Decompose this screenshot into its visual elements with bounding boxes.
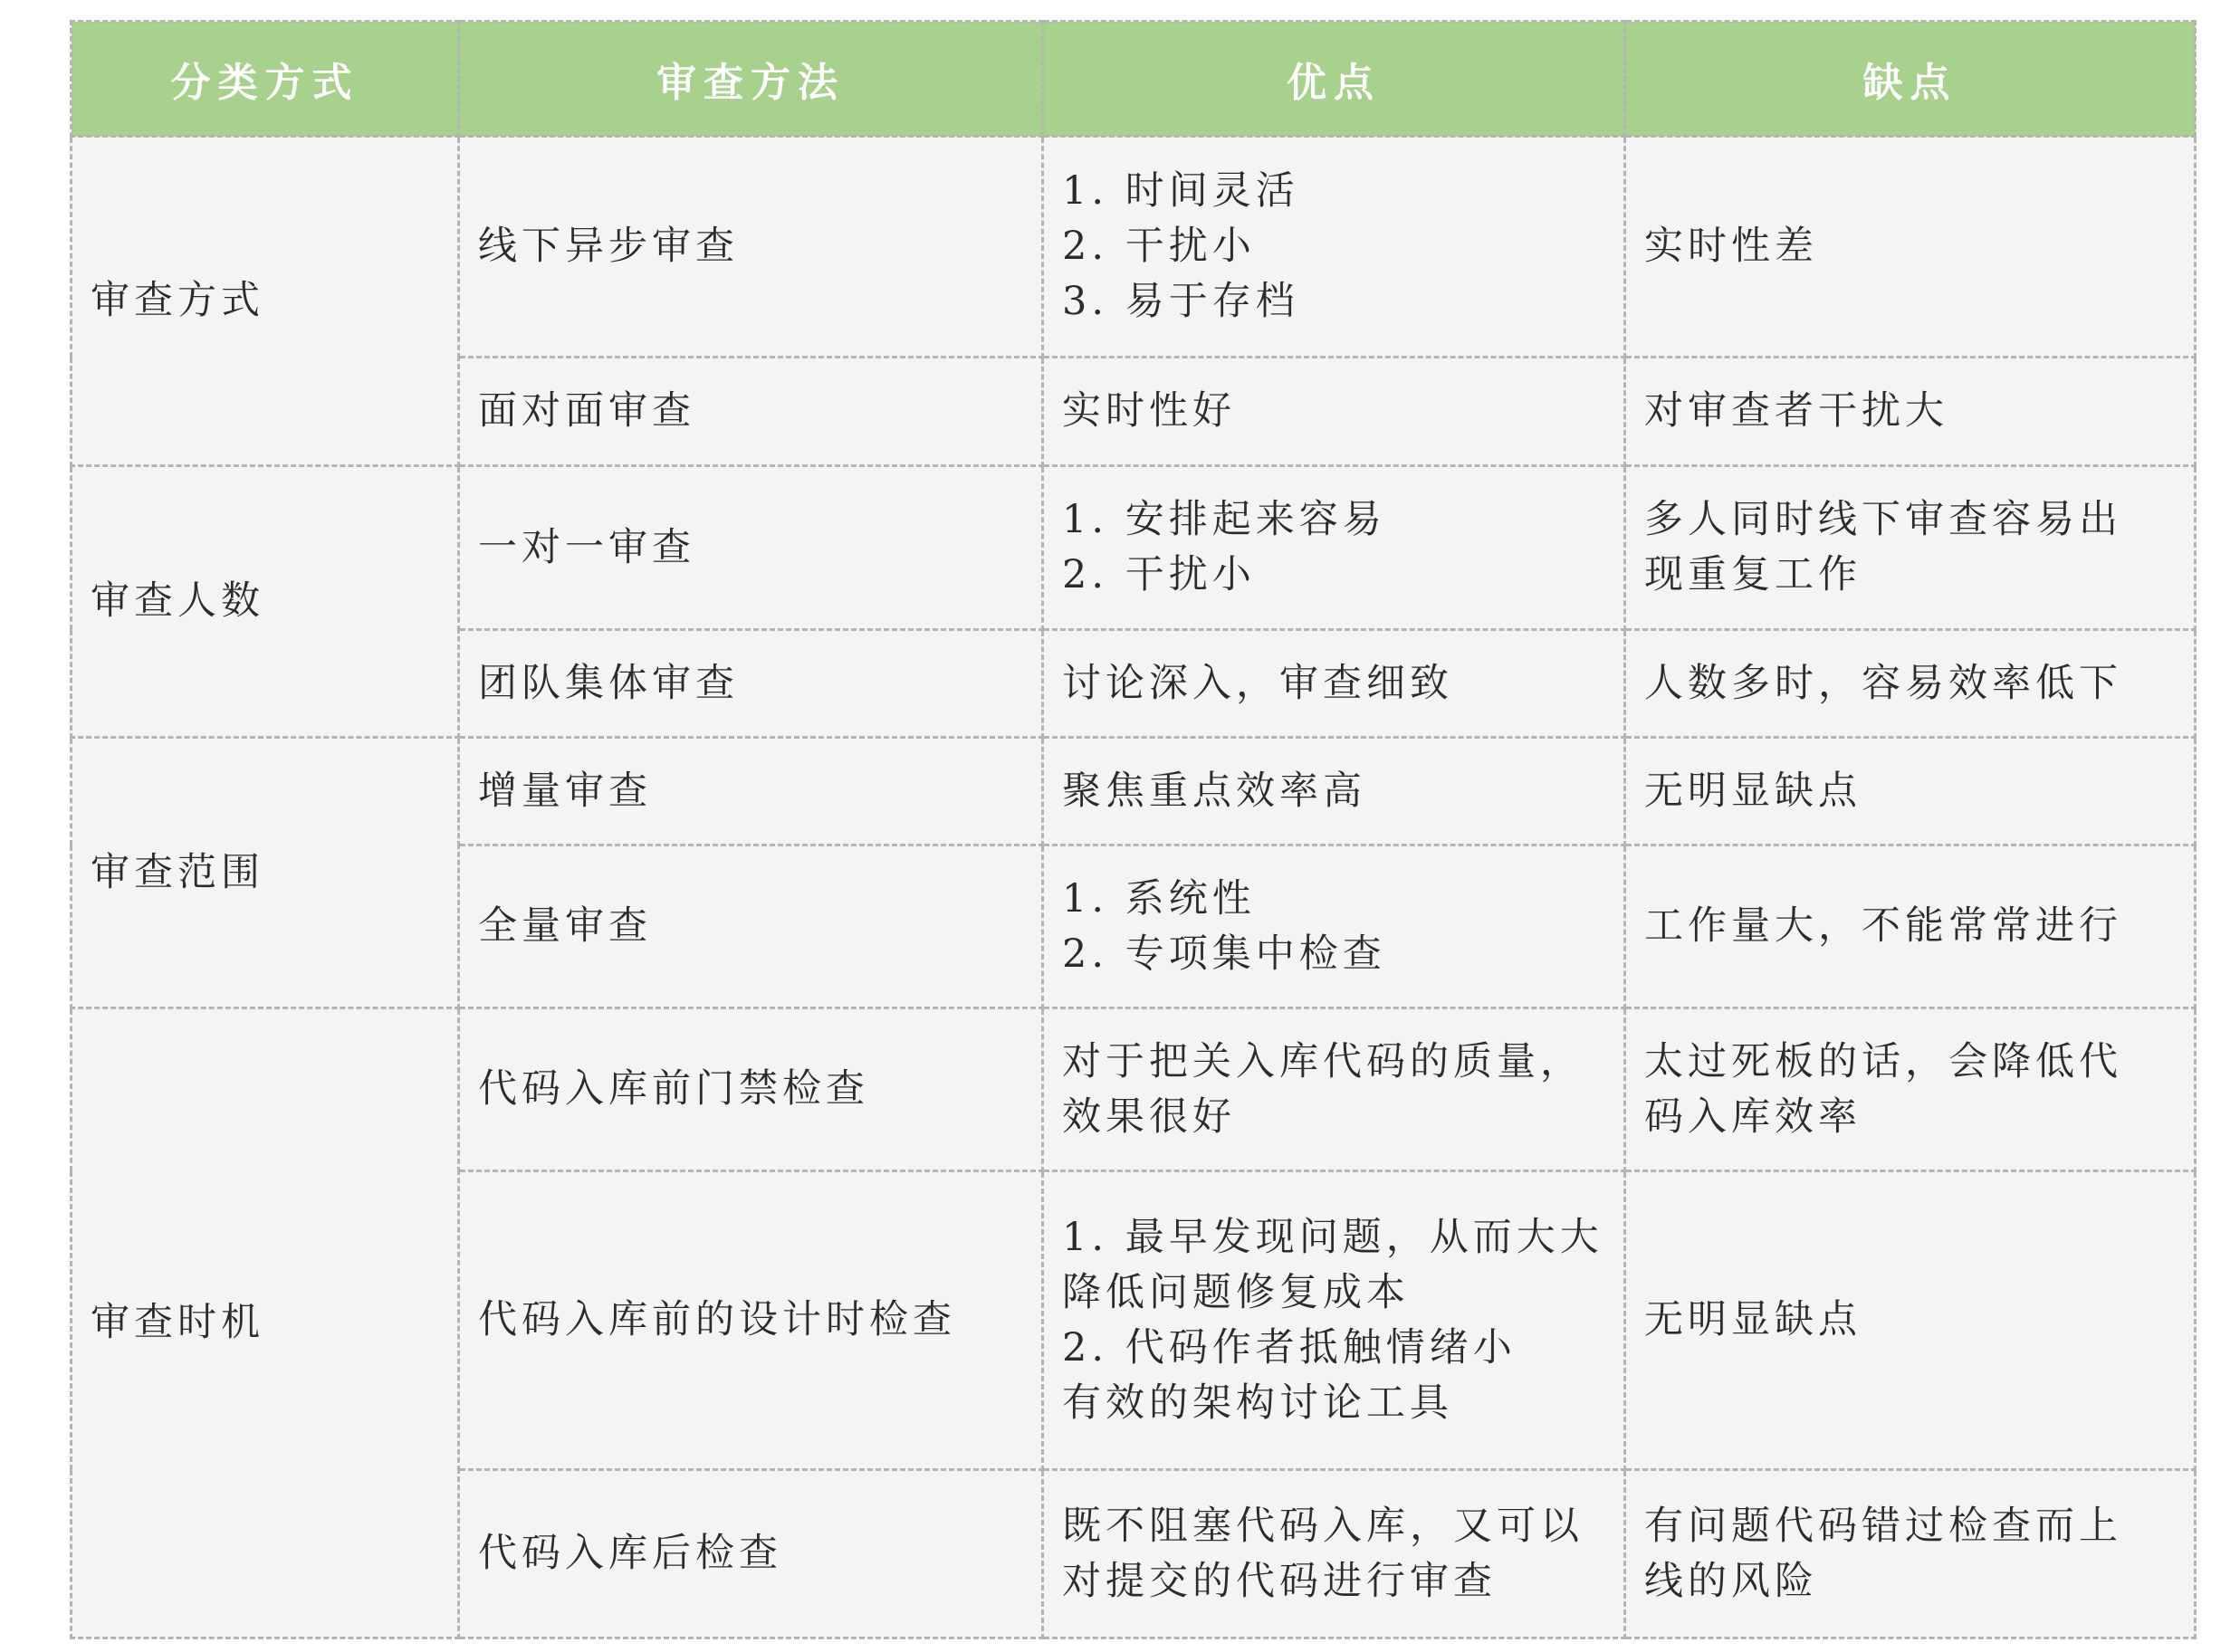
pros-line: 对于把关入库代码的质量， [1062, 1038, 1584, 1084]
pros-line: 聚焦重点效率高 [1062, 768, 1366, 814]
method-cell: 全量审查 [459, 845, 1043, 1008]
method-cell: 增量审查 [459, 738, 1043, 845]
cons-cell [1625, 1171, 2196, 1470]
cons-line: 对审查者干扰大 [1644, 388, 1948, 434]
pros-line: 1. 安排起来容易 [1062, 497, 1386, 542]
pros-cell [1043, 358, 1625, 466]
table-row [72, 137, 2196, 358]
cons-line: 多人同时线下审查容易出 [1644, 497, 2122, 542]
pros-cell [1043, 845, 1625, 1008]
cons-line: 太过死板的话，会降低代 [1644, 1038, 2122, 1084]
method-cell: 代码入库前的设计时检查 [459, 1171, 1043, 1470]
table-row [72, 466, 2196, 630]
method-cell: 线下异步审查 [459, 137, 1043, 358]
header-cons: 缺点 [1625, 22, 2196, 137]
pros-line: 2. 干扰小 [1062, 552, 1256, 597]
cons-line: 码入库效率 [1644, 1093, 1862, 1140]
cons-cell [1625, 137, 2196, 358]
cons-line: 实时性差 [1644, 224, 1818, 269]
cons-line: 无明显缺点 [1644, 768, 1862, 814]
pros-line: 效果很好 [1062, 1093, 1236, 1140]
header-pros: 优点 [1043, 22, 1625, 137]
pros-cell [1043, 630, 1625, 738]
pros-cell [1043, 466, 1625, 630]
method-cell: 团队集体审查 [459, 630, 1043, 738]
cons-cell [1625, 1008, 2196, 1171]
pros-line: 2. 干扰小 [1062, 224, 1256, 269]
cons-line: 现重复工作 [1644, 552, 1862, 597]
category-cell: 审查范围 [72, 738, 459, 1008]
method-cell: 一对一审查 [459, 466, 1043, 630]
pros-line: 1. 最早发现问题，从而大大 [1062, 1214, 1603, 1260]
cons-cell [1625, 845, 2196, 1008]
cons-cell [1625, 630, 2196, 738]
header-row [72, 22, 2196, 137]
pros-line: 讨论深入，审查细致 [1062, 660, 1453, 706]
pros-line: 降低问题修复成本 [1062, 1269, 1410, 1315]
pros-line: 实时性好 [1062, 388, 1236, 434]
pros-line: 既不阻塞代码入库，又可以 [1062, 1503, 1584, 1549]
pros-line: 有效的架构讨论工具 [1062, 1380, 1453, 1426]
code-review-comparison-table [70, 20, 2197, 1639]
method-cell: 代码入库前门禁检查 [459, 1008, 1043, 1171]
category-cell: 审查人数 [72, 466, 459, 738]
pros-line: 2. 代码作者抵触情绪小 [1062, 1324, 1517, 1370]
cons-line: 工作量大，不能常常进行 [1644, 903, 2122, 949]
cons-line: 人数多时，容易效率低下 [1644, 660, 2122, 706]
cons-cell [1625, 466, 2196, 630]
header-category: 分类方式 [72, 22, 459, 137]
pros-cell [1043, 1171, 1625, 1470]
pros-line: 1. 系统性 [1062, 875, 1256, 921]
pros-line: 1. 时间灵活 [1062, 168, 1299, 214]
pros-cell [1043, 738, 1625, 845]
pros-line: 对提交的代码进行审查 [1062, 1558, 1497, 1604]
cons-line: 线的风险 [1644, 1558, 1818, 1604]
cons-cell [1625, 358, 2196, 466]
category-cell: 审查时机 [72, 1008, 459, 1638]
pros-line: 3. 易于存档 [1062, 279, 1299, 324]
cons-line: 无明显缺点 [1644, 1297, 1862, 1342]
pros-cell [1043, 137, 1625, 358]
cons-cell [1625, 738, 2196, 845]
method-cell: 代码入库后检查 [459, 1470, 1043, 1638]
pros-line: 2. 专项集中检查 [1062, 931, 1386, 977]
pros-cell [1043, 1470, 1625, 1638]
cons-cell [1625, 1470, 2196, 1638]
header-method: 审查方法 [459, 22, 1043, 137]
table-row [72, 1008, 2196, 1171]
cons-line: 有问题代码错过检查而上 [1644, 1503, 2122, 1549]
method-cell: 面对面审查 [459, 358, 1043, 466]
pros-cell [1043, 1008, 1625, 1171]
table-row [72, 738, 2196, 845]
category-cell: 审查方式 [72, 137, 459, 466]
